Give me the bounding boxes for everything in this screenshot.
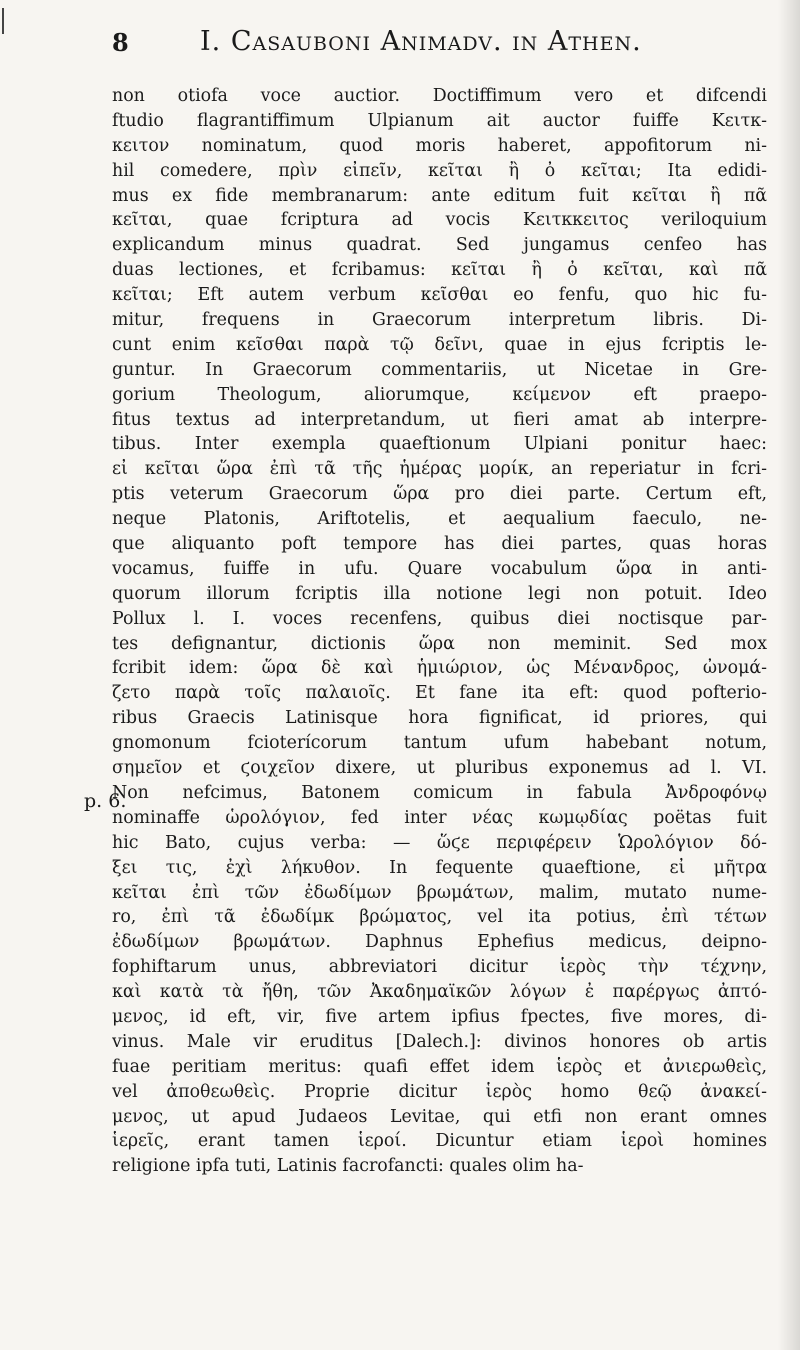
text-line: μενος, id eft, vir, five artem ipfius fpectes, five mores, di- [112, 1006, 767, 1027]
text-line: καὶ κατὰ τὰ ἤθη, τῶν Ἀκαδημαϊκῶν λόγων ἐ παρέργως ἀπτό- [112, 982, 767, 1003]
text-line: ro, ἐπὶ τᾶ ἐδωδίμκ βρώματος, vel ita potius, ἐπὶ τέτων [112, 907, 767, 928]
text-line: nominaffe ὡρολόγιον, fed inter νέας κωμῳδίας poëtas fuit [112, 807, 767, 828]
text-line: ζετο παρὰ τοῖς παλαιοῖς. Et fane ita eft: quod pofterio- [112, 683, 767, 704]
text-line: hic Bato, cujus verba: — ὥϛε περιφέρειν Ὡρολόγιον δό- [112, 832, 767, 853]
margin-page-reference: p. 6. [84, 790, 127, 812]
text-line: religione ipfa tuti, Latinis facrofancti: quales olim ha- [112, 1156, 584, 1177]
text-line: ἐδωδίμων βρωμάτων. Daphnus Ephefius medicus, deipno- [112, 932, 767, 953]
text-line: mus ex fide membranarum: ante editum fuit κεῖται ἢ πᾶ [112, 185, 767, 206]
text-line: mitur, frequens in Graecorum interpretum libris. Di- [112, 310, 767, 331]
text-line: ξει τις, ἐχὶ λήκυθον. In fequente quaeftione, εἰ μῆτρα [112, 857, 767, 878]
page-edge-mark [2, 8, 4, 34]
text-line: Pollux l. I. voces recenfens, quibus diei noctisque par- [112, 608, 767, 629]
text-line: fcribit idem: ὥρα δὲ καὶ ἡμιώριον, ὡς Μένανδρος, ὠνομά- [112, 658, 767, 679]
text-line: tibus. Inter exempla quaeftionum Ulpiani ponitur haec: [112, 434, 767, 455]
text-line: vinus. Male vir eruditus [Dalech.]: divinos honores ob artis [112, 1031, 767, 1052]
text-line: gorium Theologum, aliorumque, κείμενον eft praepo- [112, 384, 767, 405]
text-line: ftudio flagrantiffimum Ulpianum ait auctor fuiffe Κειτκ- [112, 110, 767, 131]
text-line: fophiftarum unus, abbreviatori dicitur ἱερὸς τὴν τέχνην, [112, 957, 767, 978]
text-line: fuae peritiam meritus: quafi effet idem ἱερὸς et ἀνιερωθεὶς, [112, 1056, 767, 1077]
text-line: non otiofa voce auctior. Doctiffimum vero et difcendi [112, 86, 767, 106]
running-head: I. Casauboni Animadv. in Athen. [200, 26, 642, 57]
text-line: tes defignantur, dictionis ὥρα non meminit. Sed mox [112, 633, 767, 654]
text-line: fitus textus ad interpretandum, ut fieri amat ab interpre- [112, 409, 767, 430]
text-line: que aliquanto poft tempore has diei partes, quas horas [112, 534, 767, 555]
text-line: ptis veterum Graecorum ὥρα pro diei parte. Certum eft, [112, 484, 767, 505]
page-number: 8 [112, 28, 129, 57]
text-line: hil comedere, πρὶν εἰπεῖν, κεῖται ἢ ὀ κεῖται; Ita edidi- [112, 160, 767, 181]
text-line: guntur. In Graecorum commentariis, ut Nicetae in Gre- [112, 359, 767, 380]
text-line: neque Platonis, Ariftotelis, et aequalium faeculo, ne- [112, 509, 767, 530]
text-line: gnomonum fcioterícorum tantum ufum habebant notum, [112, 733, 767, 754]
spine-shadow [778, 0, 800, 1350]
text-line: ἱερεῖς, erant tamen ἱεροί. Dicuntur etiam ἱεροὶ homines [112, 1131, 767, 1152]
text-line: duas lectiones, et fcribamus: κεῖται ἢ ὀ κεῖται, καὶ πᾶ [112, 260, 767, 281]
text-line: vel ἀποθεωθεὶς. Proprie dicitur ἱερὸς homo θεῷ ἀνακεί- [112, 1081, 767, 1102]
text-line: explicandum minus quadrat. Sed jungamus cenfeo has [112, 235, 767, 256]
body-text [112, 84, 767, 1346]
text-line: κεῖται, quae fcriptura ad vocis Κειτκκειτος veriloquium [112, 210, 767, 231]
text-line: σημεῖον et ϛοιχεῖον dixere, ut pluribus exponemus ad l. VI. [112, 758, 767, 779]
text-line: κειτον nominatum, quod moris haberet, appofitorum ni- [112, 135, 767, 156]
text-line: vocamus, fuiffe in ufu. Quare vocabulum ὥρα in anti- [112, 558, 767, 579]
text-line: κεῖται; Eft autem verbum κεῖσθαι eo fenfu, quo hic fu- [112, 285, 767, 306]
text-line: Non nefcimus, Batonem comicum in fabula Ἀνδροφόνῳ [112, 782, 767, 803]
text-line: μενος, ut apud Judaeos Levitae, qui etfi non erant omnes [112, 1106, 767, 1127]
text-line: ribus Graecis Latinisque hora fignificat, id priores, qui [112, 708, 767, 729]
text-line: quorum illorum fcriptis illa notione legi non potuit. Ideo [112, 583, 767, 604]
text-line: εἰ κεῖται ὥρα ἐπὶ τᾶ τῆς ἡμέρας μορίκ, an reperiatur in fcri- [112, 459, 767, 480]
text-line: cunt enim κεῖσθαι παρὰ τῷ δεῖνι, quae in ejus fcriptis le- [112, 334, 767, 355]
text-line: κεῖται ἐπὶ τῶν ἐδωδίμων βρωμάτων, malim, mutato nume- [112, 882, 767, 903]
page-header [112, 20, 762, 70]
